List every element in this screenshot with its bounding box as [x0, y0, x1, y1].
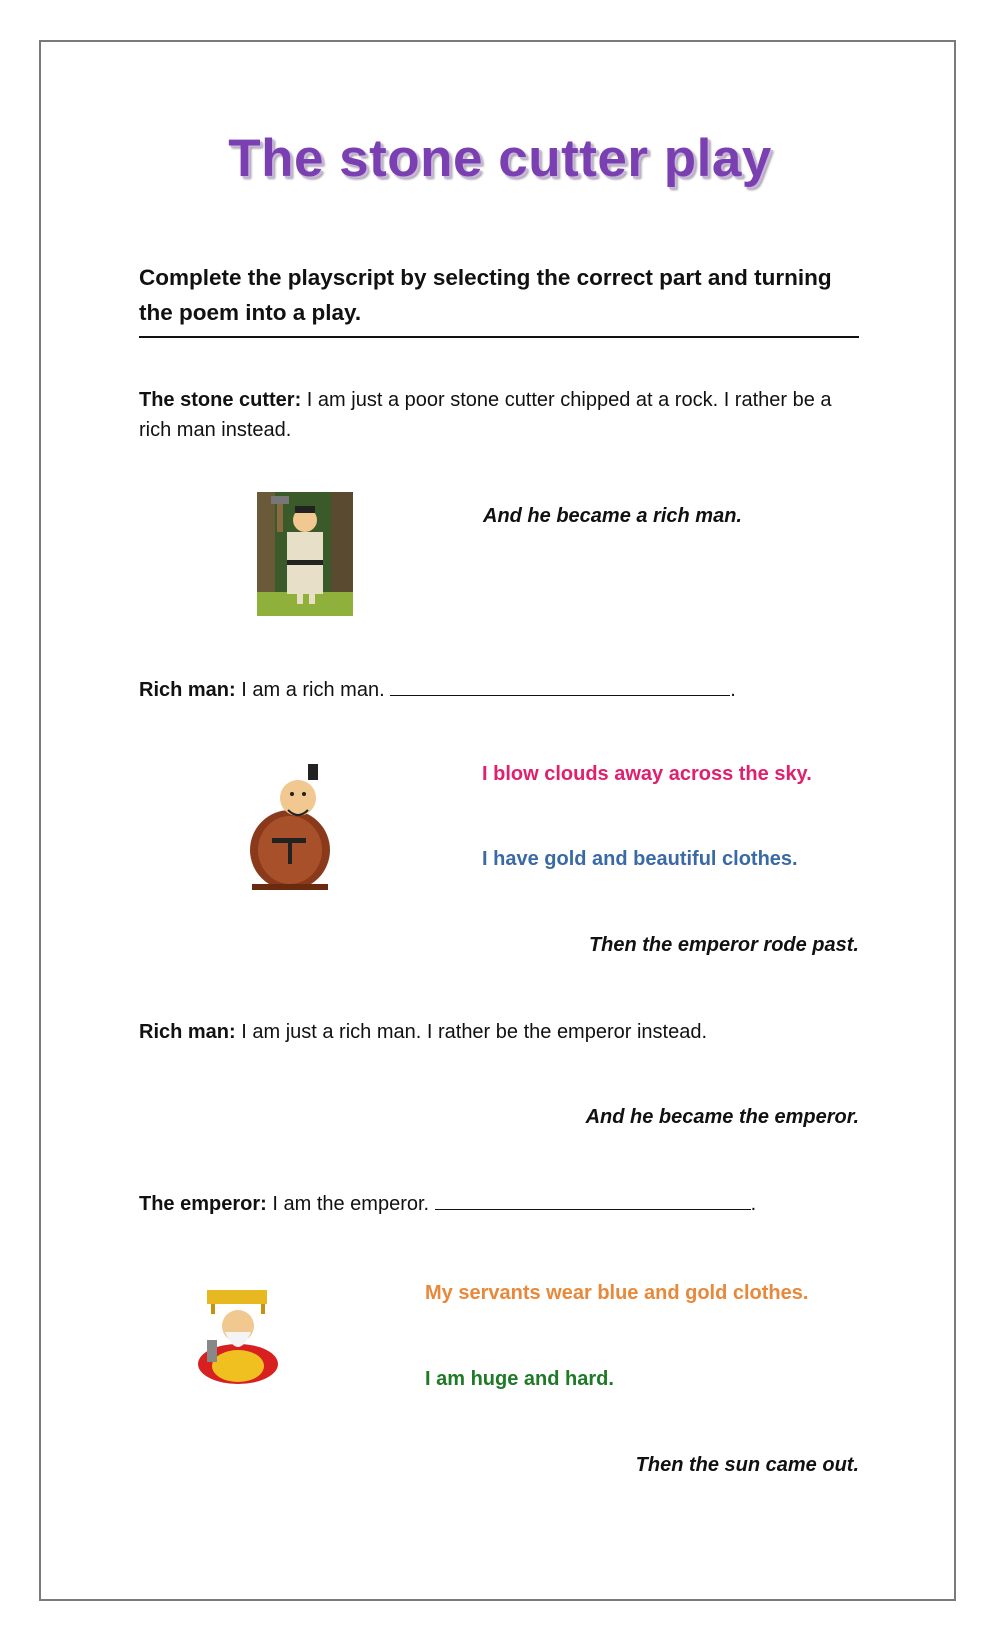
- page-title: The stone cutter play: [228, 129, 772, 188]
- narration-became-emperor: And he became the emperor.: [585, 1106, 859, 1128]
- line-text: I am the emperor.: [266, 1193, 435, 1215]
- line-end: .: [730, 679, 736, 701]
- line-text: I am just a rich man. I rather be the emperor instead.: [235, 1021, 708, 1043]
- instruction-text: Complete the playscript by selecting the correct part and turning the poem into a play.: [139, 260, 859, 338]
- emperor-picture: [193, 1286, 283, 1386]
- line-rich-man-2: [139, 1017, 707, 1047]
- line-emperor: [139, 1189, 756, 1219]
- line-stone-cutter: [139, 385, 859, 445]
- speaker-label: Rich man:: [139, 679, 236, 701]
- line-text: I am a rich man.: [235, 679, 391, 701]
- answer-blank[interactable]: [435, 1191, 751, 1210]
- stone-cutter-picture: [257, 492, 353, 616]
- rich-man-picture: [238, 760, 342, 892]
- speaker-label: The emperor:: [139, 1193, 267, 1215]
- choice-gold[interactable]: I have gold and beautiful clothes.: [482, 848, 798, 870]
- answer-blank[interactable]: [390, 677, 730, 696]
- line-text: I am just a poor stone cutter chipped at a rock. I rather be a rich man instead.: [139, 389, 832, 441]
- narration-rich-man: And he became a rich man.: [483, 505, 742, 527]
- choice-servants[interactable]: My servants wear blue and gold clothes.: [425, 1282, 809, 1304]
- speaker-label: The stone cutter:: [139, 389, 302, 411]
- narration-emperor-rode: Then the emperor rode past.: [588, 934, 859, 956]
- choice-clouds[interactable]: I blow clouds away across the sky.: [482, 763, 812, 785]
- narration-sun: Then the sun came out.: [635, 1454, 859, 1476]
- choice-huge[interactable]: I am huge and hard.: [425, 1368, 614, 1390]
- line-end: .: [750, 1193, 757, 1215]
- line-rich-man-1: [139, 675, 736, 705]
- speaker-label: Rich man:: [139, 1021, 236, 1043]
